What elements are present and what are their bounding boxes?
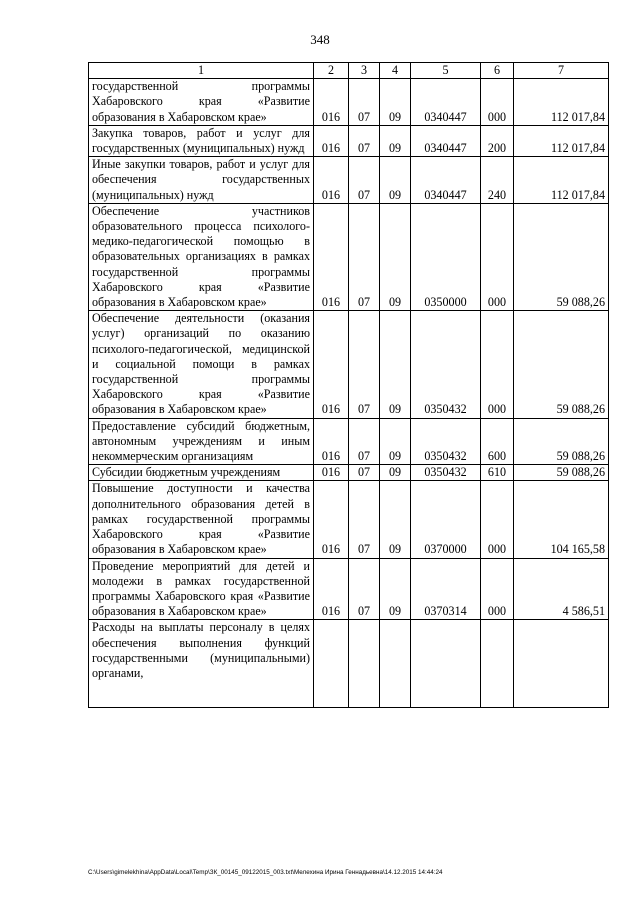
row-code-5: 0350432 xyxy=(411,311,481,418)
table-row xyxy=(89,465,609,481)
table-row xyxy=(89,79,609,126)
row-code-2: 016 xyxy=(314,558,349,620)
header-col-7: 7 xyxy=(514,63,609,79)
row-code-3: 07 xyxy=(349,465,380,481)
row-code-6: 000 xyxy=(481,79,514,126)
row-code-6: 000 xyxy=(481,558,514,620)
file-path-footer: C:\Users\gimelekhina\AppData\Local\Temp\ЗК_00145_09122015_003.txt\Мелехина Ирина Геннадьевна\14.12.2015 14:44:24 xyxy=(88,869,443,876)
table-row xyxy=(89,125,609,156)
row-description: Обеспечение деятельности (оказания услуг) организаций по оказанию психолого-педагогической, медицинской и социальной помощи в рамках государственной программы Хабаровского края «Развитие образования в Хабаровском крае» xyxy=(89,311,314,418)
row-description: Проведение мероприятий для детей и молодежи в рамках государственной программы Хабаровского края «Развитие образования в Хабаровском крае» xyxy=(89,558,314,620)
row-code-6: 000 xyxy=(481,203,514,310)
row-description: Расходы на выплаты персоналу в целях обеспечения выполнения функций государственными (муниципальными) органами, xyxy=(89,620,314,708)
row-code-6 xyxy=(481,620,514,708)
table-row xyxy=(89,481,609,558)
row-code-2: 016 xyxy=(314,465,349,481)
row-code-3: 07 xyxy=(349,203,380,310)
row-code-5: 0340447 xyxy=(411,125,481,156)
header-col-5: 5 xyxy=(411,63,481,79)
row-code-2 xyxy=(314,620,349,708)
row-amount: 59 088,26 xyxy=(514,203,609,310)
row-code-4: 09 xyxy=(380,311,411,418)
row-code-5: 0340447 xyxy=(411,157,481,204)
table-row xyxy=(89,203,609,310)
row-code-4: 09 xyxy=(380,465,411,481)
table-row xyxy=(89,418,609,465)
header-row xyxy=(89,63,609,79)
row-code-4: 09 xyxy=(380,558,411,620)
row-code-3: 07 xyxy=(349,79,380,126)
row-amount: 104 165,58 xyxy=(514,481,609,558)
row-code-4: 09 xyxy=(380,481,411,558)
row-code-6: 240 xyxy=(481,157,514,204)
table-row xyxy=(89,157,609,204)
header-col-4: 4 xyxy=(380,63,411,79)
row-code-3: 07 xyxy=(349,481,380,558)
row-code-4: 09 xyxy=(380,79,411,126)
row-code-5: 0350000 xyxy=(411,203,481,310)
row-code-6: 000 xyxy=(481,311,514,418)
row-code-4: 09 xyxy=(380,203,411,310)
row-description: Повышение доступности и качества дополнительного образования детей в рамках государственной программы Хабаровского края «Развитие образования в Хабаровском крае» xyxy=(89,481,314,558)
row-code-2: 016 xyxy=(314,79,349,126)
row-amount: 112 017,84 xyxy=(514,125,609,156)
row-code-2: 016 xyxy=(314,203,349,310)
row-description: Иные закупки товаров, работ и услуг для обеспечения государственных (муниципальных) нужд xyxy=(89,157,314,204)
row-code-2: 016 xyxy=(314,125,349,156)
row-code-3: 07 xyxy=(349,125,380,156)
row-description: государственной программы Хабаровского края «Развитие образования в Хабаровском крае» xyxy=(89,79,314,126)
row-code-5 xyxy=(411,620,481,708)
row-code-3: 07 xyxy=(349,418,380,465)
budget-table xyxy=(88,62,609,708)
header-col-6: 6 xyxy=(481,63,514,79)
row-amount xyxy=(514,620,609,708)
row-amount: 59 088,26 xyxy=(514,465,609,481)
row-code-3: 07 xyxy=(349,157,380,204)
row-code-5: 0350432 xyxy=(411,465,481,481)
row-code-4: 09 xyxy=(380,418,411,465)
row-amount: 4 586,51 xyxy=(514,558,609,620)
header-col-1: 1 xyxy=(89,63,314,79)
row-code-4: 09 xyxy=(380,125,411,156)
row-code-4 xyxy=(380,620,411,708)
row-code-5: 0370000 xyxy=(411,481,481,558)
row-description: Предоставление субсидий бюджетным, автономным учреждениям и иным некоммерческим организациям xyxy=(89,418,314,465)
row-amount: 59 088,26 xyxy=(514,311,609,418)
table-row xyxy=(89,620,609,708)
row-code-6: 610 xyxy=(481,465,514,481)
row-code-6: 200 xyxy=(481,125,514,156)
row-code-5: 0370314 xyxy=(411,558,481,620)
header-col-3: 3 xyxy=(349,63,380,79)
row-amount: 112 017,84 xyxy=(514,79,609,126)
row-amount: 59 088,26 xyxy=(514,418,609,465)
row-code-2: 016 xyxy=(314,418,349,465)
row-code-2: 016 xyxy=(314,157,349,204)
row-code-3: 07 xyxy=(349,311,380,418)
row-code-2: 016 xyxy=(314,481,349,558)
row-code-3 xyxy=(349,620,380,708)
row-code-6: 000 xyxy=(481,481,514,558)
header-col-2: 2 xyxy=(314,63,349,79)
row-code-5: 0340447 xyxy=(411,79,481,126)
row-code-4: 09 xyxy=(380,157,411,204)
row-description: Субсидии бюджетным учреждениям xyxy=(89,465,314,481)
table-row xyxy=(89,558,609,620)
row-code-2: 016 xyxy=(314,311,349,418)
row-code-6: 600 xyxy=(481,418,514,465)
row-code-5: 0350432 xyxy=(411,418,481,465)
row-description: Закупка товаров, работ и услуг для государственных (муниципальных) нужд xyxy=(89,125,314,156)
row-code-3: 07 xyxy=(349,558,380,620)
row-amount: 112 017,84 xyxy=(514,157,609,204)
row-description: Обеспечение участников образовательного процесса психолого-медико-педагогической помощью в образовательных организациях в рамках государственной программы Хабаровского края «Развитие образования в Хабаровском крае» xyxy=(89,203,314,310)
table-row xyxy=(89,311,609,418)
page-number: 348 xyxy=(310,32,330,47)
